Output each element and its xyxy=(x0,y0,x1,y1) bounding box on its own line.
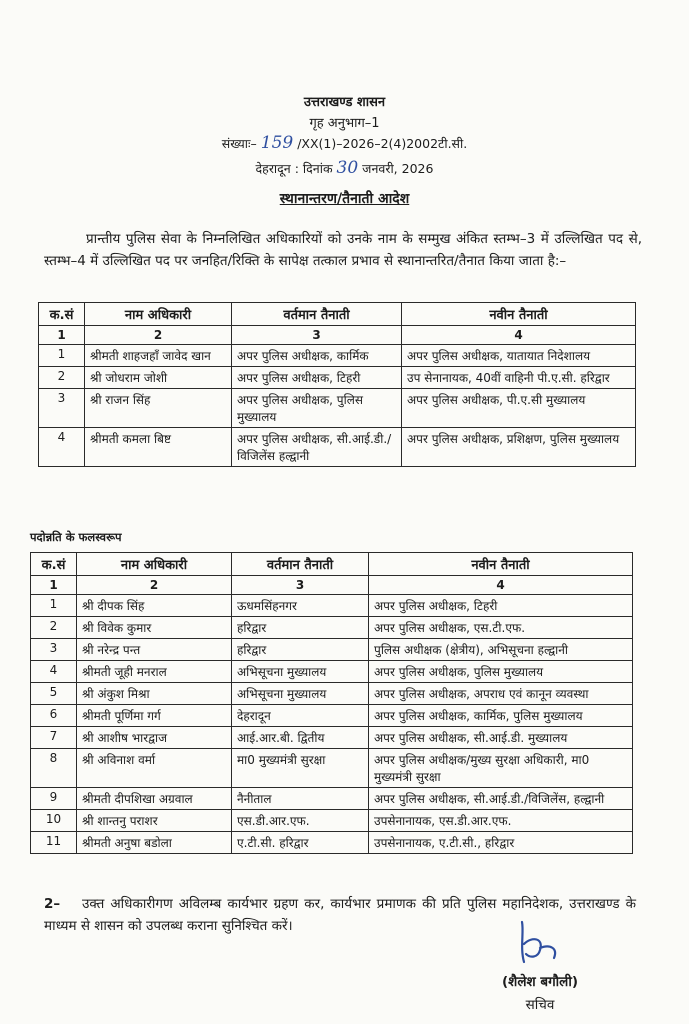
transfer-table xyxy=(38,302,636,467)
col-number: 1 xyxy=(39,326,85,345)
col-header-sn: क.सं xyxy=(39,303,85,326)
row-new: अपर पुलिस अधीक्षक, पुलिस मुख्यालय xyxy=(369,661,633,683)
row-sn: 1 xyxy=(31,595,77,617)
transfer-table-colnums xyxy=(39,326,636,345)
row-name: श्री विवेक कुमार xyxy=(77,617,232,639)
intro-text: प्रान्तीय पुलिस सेवा के निम्नलिखित अधिकारियों को उनके नाम के सम्मुख अंकित स्तम्भ–3 में उल्लिखित पद से, स्तम्भ–4 में उल्लिखित पद पर जनहित/रिक्ति के सापेक्ष तत्काल प्रभाव से स्थानान्तरित/तैनात किया जाता है:– xyxy=(44,231,642,269)
order-date xyxy=(0,158,689,178)
row-name: श्रीमती शाहजहाँ जावेद खान xyxy=(85,345,232,367)
row-name: श्री नरेन्द्र पन्त xyxy=(77,639,232,661)
order-date-prefix: देहरादून : दिनांक xyxy=(255,161,333,176)
row-name: श्रीमती पूर्णिमा गर्ग xyxy=(77,705,232,727)
paragraph-number: 2– xyxy=(44,896,61,912)
row-name: श्री शान्तनु पराशर xyxy=(77,810,232,832)
signatory-designation: सचिव xyxy=(525,997,555,1013)
row-name: श्री अंकुश मिश्रा xyxy=(77,683,232,705)
order-number-handwritten: 159 xyxy=(260,133,294,153)
row-current: ए.टी.सी. हरिद्वार xyxy=(232,832,369,854)
row-name: श्रीमती दीपशिखा अग्रवाल xyxy=(77,788,232,810)
table-row xyxy=(31,617,633,639)
row-current: अपर पुलिस अधीक्षक, पुलिस मुख्यालय xyxy=(232,389,402,428)
row-new: अपर पुलिस अधीक्षक/मुख्य सुरक्षा अधिकारी, मा0 मुख्यमंत्री सुरक्षा xyxy=(369,749,633,788)
col-header-name: नाम अधिकारी xyxy=(85,303,232,326)
row-sn: 11 xyxy=(31,832,77,854)
signatory-name: (शैलेश बगौली) xyxy=(501,974,578,990)
row-current: अभिसूचना मुख्यालय xyxy=(232,661,369,683)
col-number: 2 xyxy=(85,326,232,345)
table-row xyxy=(31,595,633,617)
section-heading: गृह अनुभाग–1 xyxy=(309,116,380,131)
instruction-text: उक्त अधिकारीगण अविलम्ब कार्यभार ग्रहण कर, कार्यभार प्रमाणक की प्रति पुलिस महानिदेशक, उत्तराखण्ड के माध्यम से शासन को उपलब्ध कराना सुनिश्चित करें। xyxy=(44,896,636,934)
table-row xyxy=(31,749,633,788)
row-new: अपर पुलिस अधीक्षक, सी.आई.डी. मुख्यालय xyxy=(369,727,633,749)
row-new: पुलिस अधीक्षक (क्षेत्रीय), अभिसूचना हल्द्वानी xyxy=(369,639,633,661)
row-name: श्रीमती अनुषा बडोला xyxy=(77,832,232,854)
row-new: अपर पुलिस अधीक्षक, पी.ए.सी मुख्यालय xyxy=(402,389,636,428)
table-row xyxy=(39,389,636,428)
order-subject-text: स्थानान्तरण/तैनाती आदेश xyxy=(279,191,410,207)
row-new: उप सेनानायक, 40वीं वाहिनी पी.ए.सी. हरिद्वार xyxy=(402,367,636,389)
row-new: अपर पुलिस अधीक्षक, अपराध एवं कानून व्यवस्था xyxy=(369,683,633,705)
row-sn: 4 xyxy=(39,428,85,467)
table-row xyxy=(39,428,636,467)
table-row xyxy=(31,639,633,661)
order-subject xyxy=(0,189,689,208)
row-current: नैनीताल xyxy=(232,788,369,810)
row-name: श्री आशीष भारद्वाज xyxy=(77,727,232,749)
row-name: श्री जोधराम जोशी xyxy=(85,367,232,389)
row-current: अपर पुलिस अधीक्षक, सी.आई.डी./विजिलेंस हल्द्वानी xyxy=(232,428,402,467)
row-sn: 4 xyxy=(31,661,77,683)
row-name: श्रीमती कमला बिष्ट xyxy=(85,428,232,467)
row-current: अपर पुलिस अधीक्षक, कार्मिक xyxy=(232,345,402,367)
table-row xyxy=(31,788,633,810)
row-sn: 5 xyxy=(31,683,77,705)
table-row xyxy=(31,705,633,727)
row-sn: 6 xyxy=(31,705,77,727)
order-number-prefix: संख्याः– xyxy=(221,136,257,151)
table-row xyxy=(39,345,636,367)
promotion-heading: पदोन्नति के फलस्वरूप xyxy=(30,530,122,544)
table-row xyxy=(39,367,636,389)
row-current: अपर पुलिस अधीक्षक, टिहरी xyxy=(232,367,402,389)
row-new: अपर पुलिस अधीक्षक, सी.आई.डी./विजिलेंस, हल्द्वानी xyxy=(369,788,633,810)
col-number: 1 xyxy=(31,576,77,595)
order-date-suffix: जनवरी, 2026 xyxy=(362,161,434,176)
row-new: उपसेनानायक, एस.डी.आर.एफ. xyxy=(369,810,633,832)
row-current: देहरादून xyxy=(232,705,369,727)
col-header-name: नाम अधिकारी xyxy=(77,553,232,576)
order-number xyxy=(0,133,689,153)
row-current: हरिद्वार xyxy=(232,617,369,639)
table-row xyxy=(31,727,633,749)
signature-mark xyxy=(510,918,570,968)
row-current: मा0 मुख्यमंत्री सुरक्षा xyxy=(232,749,369,788)
col-header-new: नवीन तैनाती xyxy=(369,553,633,576)
col-number: 4 xyxy=(402,326,636,345)
row-new: अपर पुलिस अधीक्षक, एस.टी.एफ. xyxy=(369,617,633,639)
col-header-current: वर्तमान तैनाती xyxy=(232,303,402,326)
row-current: हरिद्वार xyxy=(232,639,369,661)
promotion-table xyxy=(30,552,633,854)
col-header-current: वर्तमान तैनाती xyxy=(232,553,369,576)
col-header-sn: क.सं xyxy=(31,553,77,576)
row-sn: 8 xyxy=(31,749,77,788)
promotion-table-header xyxy=(31,553,633,576)
row-name: श्रीमती जूही मनराल xyxy=(77,661,232,683)
intro-paragraph xyxy=(44,228,642,272)
row-sn: 3 xyxy=(31,639,77,661)
table-row xyxy=(31,810,633,832)
col-header-new: नवीन तैनाती xyxy=(402,303,636,326)
row-new: उपसेनानायक, ए.टी.सी., हरिद्वार xyxy=(369,832,633,854)
row-name: श्री दीपक सिंह xyxy=(77,595,232,617)
row-sn: 9 xyxy=(31,788,77,810)
order-date-handwritten: 30 xyxy=(336,158,359,178)
row-current: आई.आर.बी. द्वितीय xyxy=(232,727,369,749)
row-sn: 2 xyxy=(31,617,77,639)
govt-heading: उत्तराखण्ड शासन xyxy=(303,95,386,110)
table-row xyxy=(31,832,633,854)
col-number: 4 xyxy=(369,576,633,595)
row-new: अपर पुलिस अधीक्षक, यातायात निदेशालय xyxy=(402,345,636,367)
transfer-table-header xyxy=(39,303,636,326)
row-new: अपर पुलिस अधीक्षक, प्रशिक्षण, पुलिस मुख्यालय xyxy=(402,428,636,467)
col-number: 3 xyxy=(232,576,369,595)
col-number: 3 xyxy=(232,326,402,345)
row-name: श्री राजन सिंह xyxy=(85,389,232,428)
row-new: अपर पुलिस अधीक्षक, टिहरी xyxy=(369,595,633,617)
row-name: श्री अविनाश वर्मा xyxy=(77,749,232,788)
row-sn: 7 xyxy=(31,727,77,749)
promotion-table-colnums xyxy=(31,576,633,595)
row-sn: 3 xyxy=(39,389,85,428)
col-number: 2 xyxy=(77,576,232,595)
row-new: अपर पुलिस अधीक्षक, कार्मिक, पुलिस मुख्यालय xyxy=(369,705,633,727)
table-row xyxy=(31,683,633,705)
row-sn: 2 xyxy=(39,367,85,389)
row-sn: 10 xyxy=(31,810,77,832)
table-row xyxy=(31,661,633,683)
order-number-suffix: /XX(1)–2026–2(4)2002टी.सी. xyxy=(297,136,468,151)
row-current: ऊधमसिंहनगर xyxy=(232,595,369,617)
row-current: अभिसूचना मुख्यालय xyxy=(232,683,369,705)
row-current: एस.डी.आर.एफ. xyxy=(232,810,369,832)
row-sn: 1 xyxy=(39,345,85,367)
